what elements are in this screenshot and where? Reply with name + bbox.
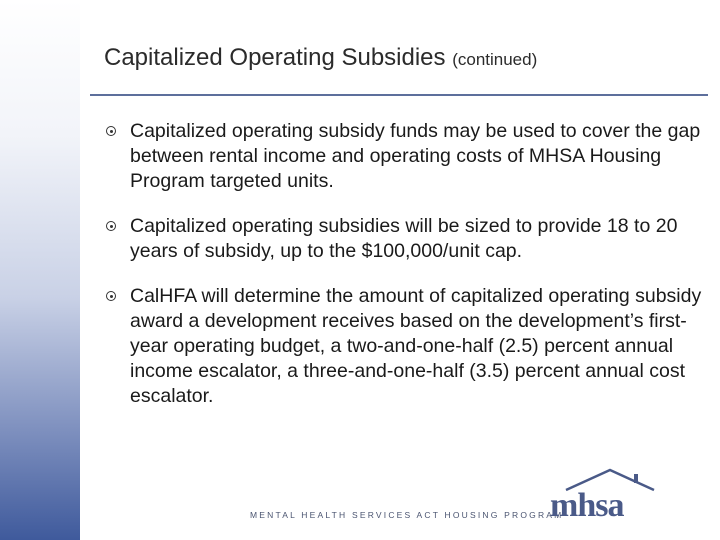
- title-divider: [90, 94, 708, 96]
- mhsa-logo: [546, 466, 660, 522]
- logo-roof-chimney: [634, 474, 638, 483]
- circle-dot-icon: [106, 221, 116, 231]
- bullet-text: CalHFA will determine the amount of capitalized operating subsidy award a development receives based on the development’s first-year operating budget, a two-and-one-half (2.5) percent annual income escalator, a three-and-one-half (3.5) percent annual cost escalator.: [130, 285, 702, 407]
- bullet-item: [104, 214, 704, 264]
- bullet-text: Capitalized operating subsidy funds may be used to cover the gap between rental income and operating costs of MHSA Housing Program targeted units.: [130, 120, 701, 192]
- side-gradient-bar: [0, 0, 80, 540]
- bullet-item: [104, 284, 704, 409]
- circle-dot-icon: [106, 126, 116, 136]
- bullet-text: Capitalized operating subsidies will be sized to provide 18 to 20 years of subsidy, up to the $100,000/unit cap.: [130, 215, 678, 262]
- circle-dot-icon: [106, 291, 116, 301]
- logo-text: mhsa: [550, 487, 624, 522]
- title-suffix: (continued): [452, 50, 538, 69]
- slide-title: [104, 44, 537, 72]
- title-main: Capitalized Operating Subsidies: [104, 44, 446, 71]
- bullet-item: [104, 119, 704, 194]
- footer-program-name: MENTAL HEALTH SERVICES ACT HOUSING PROGRAM: [250, 510, 564, 520]
- bullet-list: [104, 119, 704, 429]
